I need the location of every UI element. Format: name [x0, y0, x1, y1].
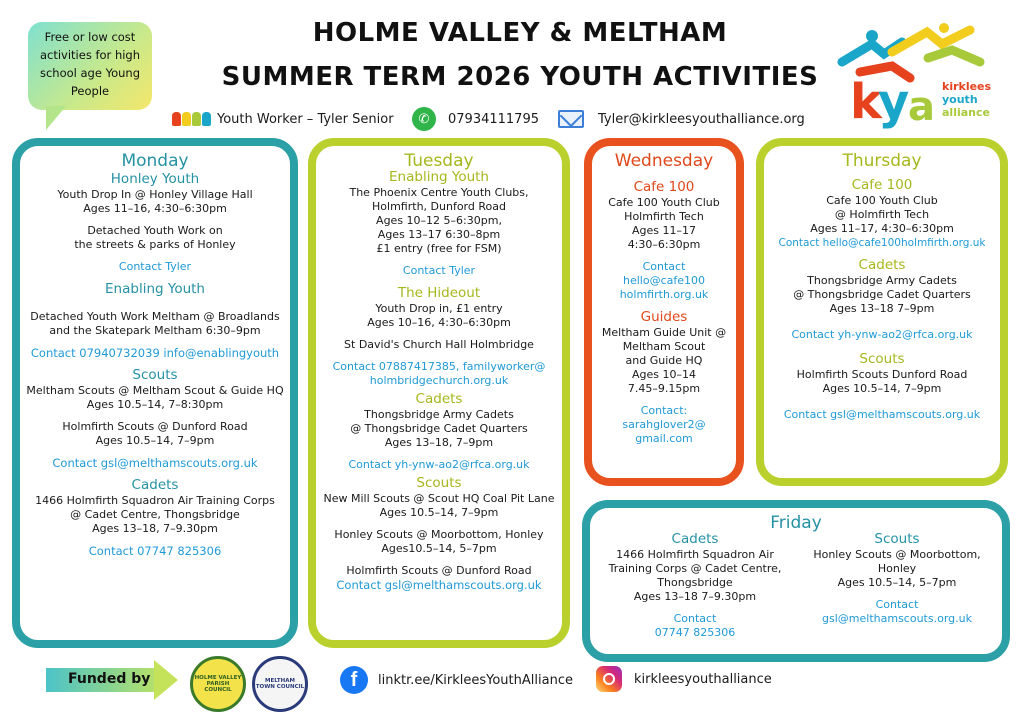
activity-info: Youth Drop In @ Honley Village Hall Ages 11–16, 4:30–6:30pm [57, 188, 253, 215]
section-heading: Honley Youth [110, 171, 200, 187]
section-heading: Enabling Youth [105, 281, 205, 297]
activity-info: Holmfirth Scouts @ Dunford Road Ages 10.5–14, 7–9pm [62, 420, 248, 447]
logo-line2: youth [942, 93, 978, 106]
section-heading: Scouts [132, 367, 178, 383]
email-address[interactable]: Tyler@kirkleesyouthalliance.org [598, 111, 805, 127]
activity-info: Honley Scouts @ Moorbottom, Honley Ages 10.5–14, 5–7pm [813, 548, 981, 589]
contact-link[interactable]: Contact 07747 825306 [88, 544, 222, 558]
day-heading: Monday [121, 151, 189, 171]
intro-text: Free or low cost activities for high school age Young People [39, 30, 141, 98]
bubble-tail [46, 106, 66, 130]
youth-worker [172, 106, 394, 132]
section-heading: Scouts [416, 475, 462, 491]
day-heading: Tuesday [404, 151, 474, 171]
facebook-icon: f [340, 666, 368, 694]
instagram-handle[interactable]: kirkleesyouthalliance [634, 671, 772, 687]
section-heading: Cadets [415, 391, 463, 407]
contact-link[interactable]: Contact gsl@melthamscouts.org.uk [822, 598, 972, 625]
instagram-link[interactable] [596, 666, 772, 692]
email-contact[interactable] [558, 106, 805, 132]
activity-info: Thongsbridge Army Cadets @ Thongsbridge Cadet Quarters Ages 13–18, 7–9pm [350, 408, 528, 449]
section-heading: Cafe 100 [851, 177, 913, 193]
activity-info: Honley Scouts @ Moorbottom, Honley Ages10.5–14, 5–7pm [334, 528, 544, 555]
contact-link[interactable]: Contact Tyler [402, 264, 476, 277]
section-heading: The Hideout [397, 285, 481, 301]
day-heading: Wednesday [614, 151, 714, 171]
page-title-line2: SUMMER TERM 2026 YOUTH ACTIVITIES [221, 62, 819, 92]
thursday-card [756, 138, 1008, 486]
contact-link[interactable]: Contact gsl@melthamscouts.org.uk [783, 408, 981, 421]
logo-k: k [850, 74, 882, 130]
section-heading: Guides [640, 309, 688, 325]
wednesday-card [584, 138, 744, 486]
activity-info: Youth Drop in, £1 entry Ages 10–16, 4:30–6:30pm [367, 302, 511, 329]
friday-cadets [594, 530, 796, 648]
seal-text: HOLME VALLEY PARISH COUNCIL [194, 675, 242, 693]
activity-info: Meltham Guide Unit @ Meltham Scout and Guide HQ Ages 10–14 7.45–9.15pm [601, 326, 727, 395]
section-heading: Scouts [859, 351, 905, 367]
page-title-line1: HOLME VALLEY & MELTHAM [312, 18, 728, 48]
section-heading: Cadets [858, 257, 906, 273]
contact-link[interactable]: Contact gsl@melthamscouts.org.uk [52, 456, 258, 470]
people-icon [172, 112, 211, 126]
friday-scouts [796, 530, 998, 648]
contact-link[interactable]: Contact Tyler [118, 260, 192, 273]
logo-a: a [908, 84, 935, 130]
contact-link[interactable]: Contact: sarahglover2@ gmail.com [622, 404, 706, 445]
activity-info: Holmfirth Scouts Dunford Road Ages 10.5–14, 7–9pm [796, 368, 968, 395]
section-heading: Cadets [671, 531, 719, 547]
contact-link[interactable]: Contact yh-ynw-ao2@rfca.org.uk [791, 328, 973, 341]
kya-logo [832, 22, 992, 130]
phone-icon: ✆ [412, 107, 436, 131]
friday-card [582, 500, 1010, 662]
meltham-town-seal [252, 656, 308, 712]
intro-bubble [28, 22, 152, 110]
activity-info: Thongsbridge Army Cadets @ Thongsbridge Cadet Quarters Ages 13–18 7–9pm [793, 274, 971, 315]
activity-info: 1466 Holmfirth Squadron Air Training Corps @ Cadet Centre, Thongsbridge Ages 13–18 7–9.30pm [608, 548, 782, 603]
activity-info: New Mill Scouts @ Scout HQ Coal Pit Lane Ages 10.5–14, 7–9pm [323, 492, 555, 519]
contact-link[interactable]: Contact hello@cafe100 holmfirth.org.uk [619, 260, 709, 301]
contact-link[interactable]: Contact yh-ynw-ao2@rfca.org.uk [348, 458, 530, 471]
logo-line1: kirklees [942, 80, 992, 93]
contact-link[interactable]: Contact hello@cafe100holmfirth.org.uk [778, 237, 986, 249]
funded-by-banner [46, 668, 182, 692]
facebook-link[interactable] [340, 666, 573, 694]
logo-y: y [878, 74, 910, 130]
holme-valley-seal [190, 656, 246, 712]
activity-info: Cafe 100 Youth Club @ Holmfirth Tech Ages 11–17, 4:30–6:30pm [810, 194, 954, 235]
day-heading: Friday [770, 513, 822, 533]
seal-text: MELTHAM TOWN COUNCIL [255, 678, 305, 690]
section-heading: Cadets [131, 477, 179, 493]
section-heading: Enabling Youth [389, 169, 489, 185]
arrow-right-icon [154, 660, 178, 700]
activity-info: Meltham Scouts @ Meltham Scout & Guide HQ Ages 10.5–14, 7–8:30pm [26, 384, 284, 411]
monday-card [12, 138, 298, 648]
day-heading: Thursday [842, 151, 922, 171]
phone-number[interactable]: 07934111795 [448, 111, 539, 127]
section-heading: Scouts [874, 531, 920, 547]
activity-info: 1466 Holmfirth Squadron Air Training Corps @ Cadet Centre, Thongsbridge Ages 13–18, 7–9.30pm [35, 494, 275, 535]
contact-link[interactable]: Contact 07940732039 info@enablingyouth [30, 346, 280, 360]
activity-info: Detached Youth Work on the streets & parks of Honley [74, 224, 236, 251]
tuesday-card [308, 138, 570, 648]
section-heading: Cafe 100 [633, 179, 695, 195]
contact-link[interactable]: Contact gsl@melthamscouts.org.uk [336, 578, 542, 592]
instagram-icon [596, 666, 622, 692]
activity-info: Holmfirth Scouts @ Dunford Road [346, 564, 532, 577]
activity-info: Detached Youth Work Meltham @ Broadlands and the Skatepark Meltham 6:30–9pm [30, 310, 280, 337]
mail-icon [558, 110, 584, 128]
activity-info: St David's Church Hall Holmbridge [344, 338, 534, 351]
contact-link[interactable]: Contact 07887417385, familyworker@ holmbridgechurch.org.uk [332, 360, 546, 387]
activity-info: The Phoenix Centre Youth Clubs, Holmfirth, Dunford Road Ages 10–12 5–6:30pm, Ages 13–17 6:30–8pm £1 entry (free for FSM) [349, 186, 529, 255]
activity-info: Cafe 100 Youth Club Holmfirth Tech Ages 11–17 4:30–6:30pm [608, 196, 720, 251]
funded-by-label: Funded by [68, 671, 151, 687]
logo-line3: alliance [942, 106, 990, 119]
contact-link[interactable]: Contact 07747 825306 [654, 612, 736, 639]
youth-worker-name: Youth Worker – Tyler Senior [217, 111, 394, 127]
facebook-url[interactable]: linktr.ee/KirkleesYouthAlliance [378, 672, 573, 688]
phone-contact[interactable] [412, 106, 539, 132]
